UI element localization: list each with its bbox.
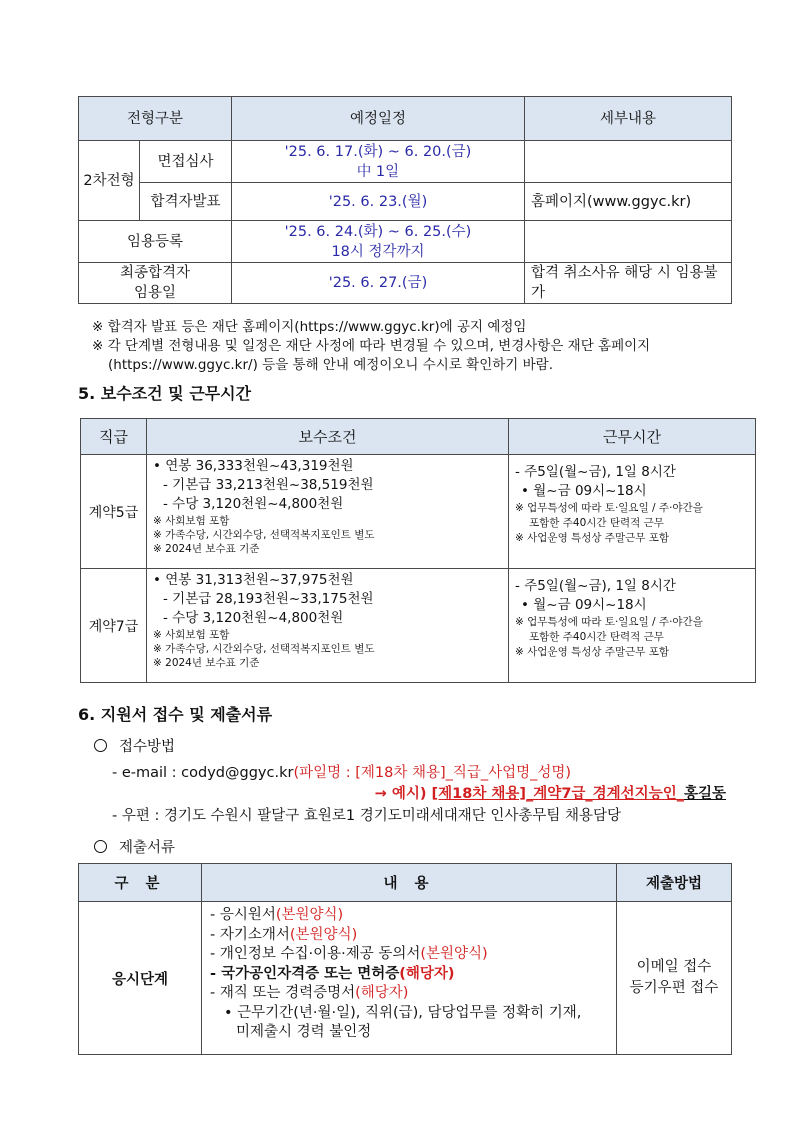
final-detail: 합격 취소사유 해당 시 임용불가	[525, 263, 732, 304]
doc-item: - 국가공인자격증 또는 면허증(해당자)	[210, 965, 455, 982]
allowance-line: - 수당 3,120천원~4,800천원	[163, 496, 344, 512]
example-name: 홍길동	[683, 786, 726, 802]
work-note: ※ 사업운영 특성상 주말근무 포함	[515, 532, 670, 544]
stage2-label: 2차전형	[79, 141, 140, 221]
email-line	[112, 761, 571, 782]
note-3: (https://www.ggyc.kr/) 등을 통해 안내 예정이오니 수시로 확인하기 바람.	[108, 357, 554, 373]
doc-sub-item: • 근무기간(년·월·일), 직위(급), 담당업무를 정확히 기재,	[224, 1004, 582, 1021]
grade-label: 계약5급	[81, 455, 147, 569]
salary-line: • 연봉 31,313천원~37,975천원	[153, 572, 354, 588]
work-note: ※ 업무특성에 따라 토·일요일 / 주·야간을	[515, 616, 703, 628]
pay-cell	[147, 455, 509, 569]
method-heading	[94, 735, 175, 756]
docs-heading	[94, 836, 175, 857]
docs-label: 제출서류	[119, 840, 176, 856]
pass-detail: 홈페이지(www.ggyc.kr)	[525, 183, 732, 221]
docs-list	[202, 902, 617, 1055]
note-2: ※ 각 단계별 전형내용 및 일정은 재단 사정에 따라 변경될 수 있으며, 변경사항은 재단 홈페이지	[92, 338, 651, 354]
interview-label: 면접심사	[140, 141, 232, 183]
pay-note: ※ 사회보험 포함	[153, 629, 230, 641]
header-stage: 전형구분	[79, 97, 232, 141]
work-hours-line: • 월~금 09시~18시	[521, 483, 647, 499]
example-prefix: → 예시)	[374, 786, 432, 802]
work-days-line: - 주5일(월~금), 1일 8시간	[515, 578, 676, 594]
section5-title: 5. 보수조건 및 근무시간	[78, 384, 252, 403]
docs-header-stage: 구 분	[79, 864, 202, 902]
pay-note: ※ 가족수당, 시간외수당, 선택적복지포인트 별도	[153, 643, 375, 655]
circle-bullet-icon	[94, 840, 107, 853]
docs-stage: 응시단계	[79, 902, 202, 1055]
post-line: - 우편 : 경기도 수원시 팔달구 효원로1 경기도미래세대재단 인사총무팀 채용담당	[112, 808, 622, 824]
allowance-line: - 수당 3,120천원~4,800천원	[163, 610, 344, 626]
work-note: ※ 업무특성에 따라 토·일요일 / 주·야간을	[515, 502, 703, 514]
pay-note: ※ 2024년 보수표 기준	[153, 657, 260, 669]
pay-note: ※ 가족수당, 시간외수당, 선택적복지포인트 별도	[153, 529, 375, 541]
method-post: 등기우편 접수	[629, 980, 719, 996]
pass-date: '25. 6. 23.(월)	[232, 183, 525, 221]
interview-date-line1: '25. 6. 17.(화) ~ 6. 20.(금)	[284, 143, 472, 160]
work-cell	[509, 455, 756, 569]
doc-item: - 개인정보 수집·이용·제공 동의서(본원양식)	[210, 946, 488, 962]
final-date: '25. 6. 27.(금)	[232, 263, 525, 304]
example-line	[375, 782, 726, 803]
base-pay-line: - 기본급 28,193천원~33,175천원	[163, 591, 374, 607]
interview-date	[232, 141, 525, 183]
pay-header-pay: 보수조건	[147, 419, 509, 455]
doc-item: - 응시원서(본원양식)	[210, 907, 344, 923]
header-detail: 세부내용	[525, 97, 732, 141]
work-note: 포함한 주40시간 탄력적 근무	[529, 517, 664, 529]
method-email: 이메일 접수	[636, 959, 712, 975]
docs-table	[78, 863, 732, 1055]
email-text: - e-mail : codyd@ggyc.kr	[112, 765, 294, 781]
pay-note: ※ 2024년 보수표 기준	[153, 543, 260, 555]
register-date	[232, 221, 525, 263]
final-label	[79, 263, 232, 304]
final-label-line1: 최종합격자	[119, 265, 191, 281]
work-hours-line: • 월~금 09시~18시	[521, 597, 647, 613]
pay-row-grade5	[81, 455, 756, 569]
docs-header-method: 제출방법	[617, 864, 732, 902]
base-pay-line: - 기본급 33,213천원~38,519천원	[163, 477, 374, 493]
pass-label: 합격자발표	[140, 183, 232, 221]
final-label-line2: 임용일	[133, 285, 177, 301]
pay-cell	[147, 569, 509, 683]
register-label: 임용등록	[79, 221, 232, 263]
pay-table	[80, 418, 756, 683]
method-label: 접수방법	[119, 739, 176, 755]
grade-label: 계약7급	[81, 569, 147, 683]
pay-header-grade: 직급	[81, 419, 147, 455]
circle-bullet-icon	[94, 739, 107, 752]
pay-note: ※ 사회보험 포함	[153, 515, 230, 527]
pay-row-grade7	[81, 569, 756, 683]
schedule-notes	[92, 318, 650, 375]
work-days-line: - 주5일(월~금), 1일 8시간	[515, 464, 676, 480]
doc-item: - 자기소개서(본원양식)	[210, 926, 358, 943]
docs-header-content: 내 용	[202, 864, 617, 902]
section6-title: 6. 지원서 접수 및 제출서류	[78, 705, 273, 724]
work-note: ※ 사업운영 특성상 주말근무 포함	[515, 646, 670, 658]
register-detail	[525, 221, 732, 263]
pay-header-work: 근무시간	[509, 419, 756, 455]
note-1: ※ 합격자 발표 등은 재단 홈페이지(https://www.ggyc.kr)에 공지 예정임	[92, 319, 527, 335]
doc-item: - 재직 또는 경력증명서(해당자)	[210, 985, 409, 1001]
interview-detail	[525, 141, 732, 183]
register-date-line2: 18시 정각까지	[331, 243, 425, 260]
schedule-table	[78, 96, 732, 304]
example-filename: [제18차 채용]_계약7급_경계선지능인_	[431, 786, 684, 802]
doc-sub-item: 미제출시 경력 불인정	[236, 1024, 372, 1040]
salary-line: • 연봉 36,333천원~43,319천원	[153, 458, 354, 474]
work-note: 포함한 주40시간 탄력적 근무	[529, 631, 664, 643]
work-cell	[509, 569, 756, 683]
docs-method	[617, 902, 732, 1055]
email-filename: (파일명 : [제18차 채용]_직급_사업명_성명)	[293, 765, 572, 781]
header-date: 예정일정	[232, 97, 525, 141]
register-date-line1: '25. 6. 24.(화) ~ 6. 25.(수)	[284, 223, 472, 240]
interview-date-line2: 中 1일	[356, 163, 400, 180]
